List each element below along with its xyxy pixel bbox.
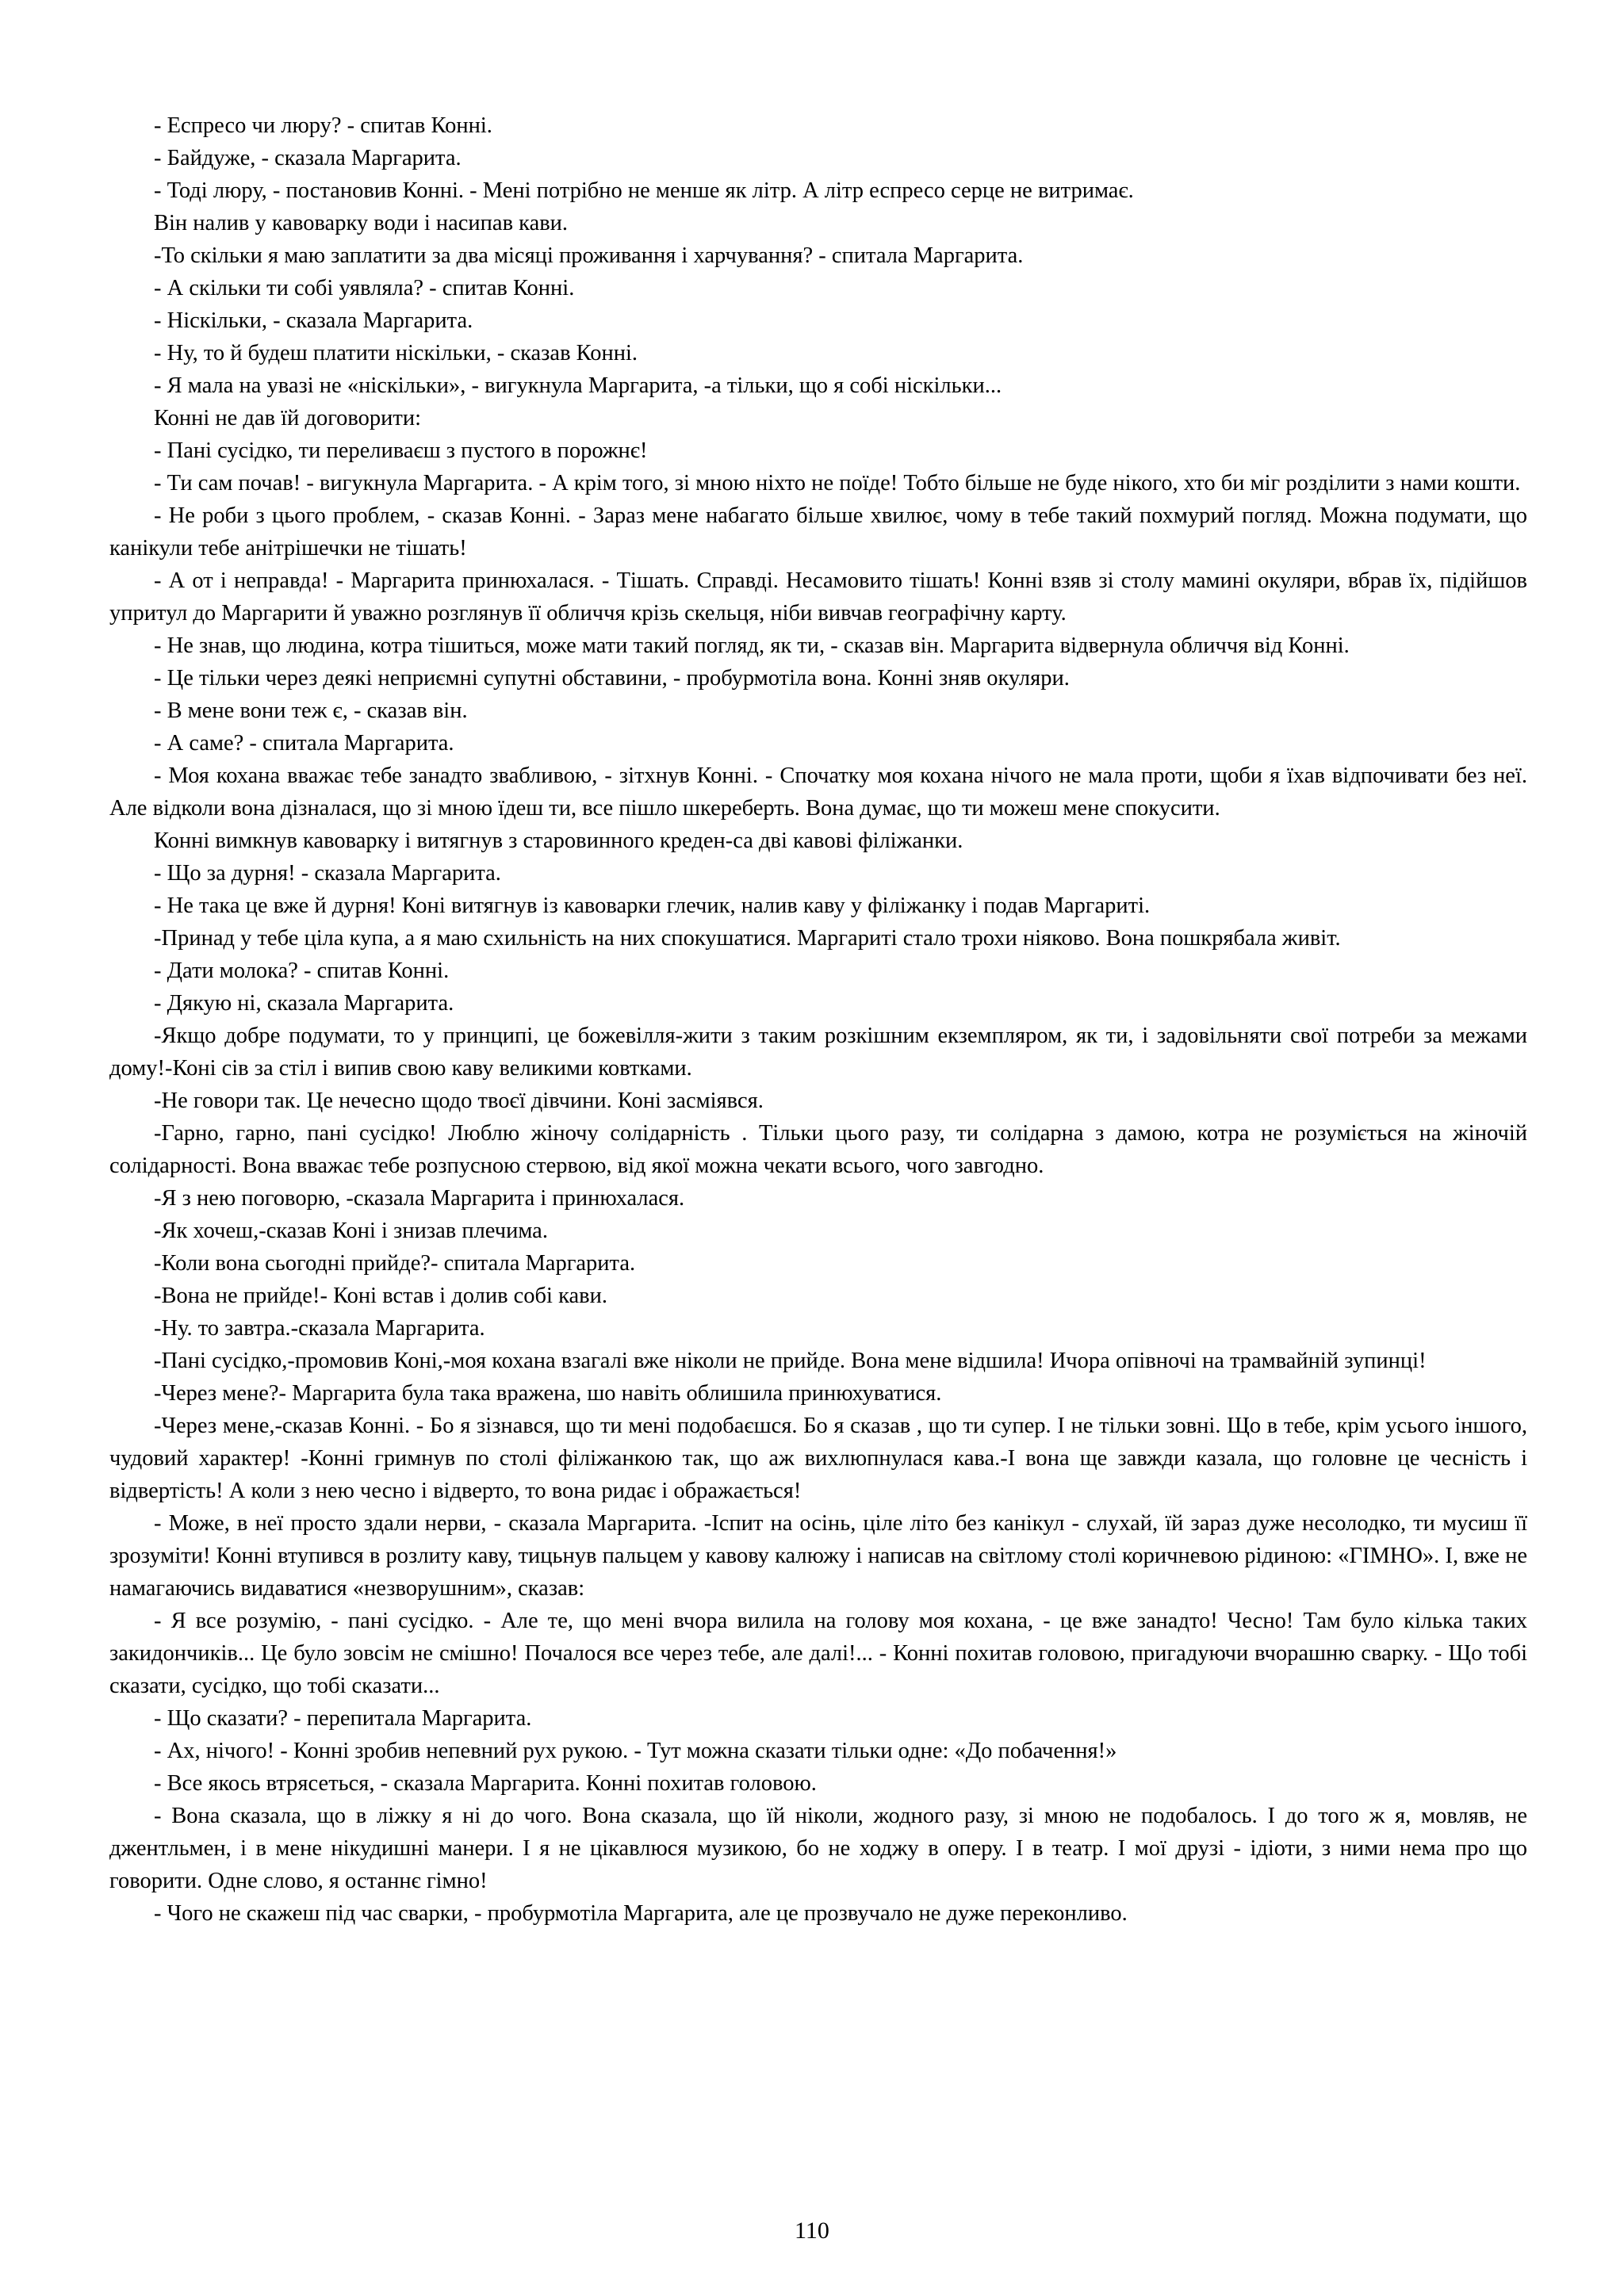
paragraph: - Може, в неї просто здали нерви, - сказала Маргарита. -Іспит на осінь, ціле літо без канікул - слухай, їй зараз дуже несолодко, ти мусиш її зрозуміти! Конні втупився в розлиту каву, тицьнув пальцем у кавову калюжу і написав на світлому столі коричневою рідиною: «ГІМНО». І, вже не намагаючись видаватися «незворушним», сказав: (109, 1511, 1527, 1601)
paragraph: -Коли вона сьогодні прийде?- спитала Маргарита. (154, 1251, 636, 1276)
paragraph: - Байдуже, - сказала Маргарита. (154, 146, 462, 170)
paragraph: - В мене вони теж є, - сказав він. (154, 698, 468, 723)
paragraph: - Тоді люру, - постановив Конні. - Мені потрібно не менше як літр. А літр еспресо серце не витримає. (154, 178, 1134, 203)
paragraph: - Все якось втрясеться, - сказала Маргарита. Конні похитав головою. (154, 1771, 817, 1796)
paragraph: -Пані сусідко,-промовив Коні,-моя кохана взагалі вже ніколи не прийде. Вона мене відшила! Ичора опівночі на трамвайній зупинці! (154, 1349, 1427, 1373)
paragraph: - Ах, нічого! - Конні зробив непевний рух рукою. - Тут можна сказати тільки одне: «До побачення!» (154, 1739, 1117, 1763)
paragraph: - Що сказати? - перепитала Маргарита. (154, 1706, 532, 1731)
paragraph: - Не роби з цього проблем, - сказав Конні. - Зараз мене набагато більше хвилює, чому в тебе такий похмурий погляд. Можна подумати, що канікули тебе анітрішечки не тішать! (109, 503, 1527, 561)
paragraph: -Як хочеш,-сказав Коні і знизав плечима. (154, 1219, 548, 1243)
paragraph: -Через мене?- Маргарита була така вражена, шо навіть облишила принюхуватися. (154, 1381, 942, 1406)
paragraph: -Вона не прийде!- Коні встав і долив собі кави. (154, 1284, 607, 1308)
paragraph: Він налив у кавоварку води і насипав кави. (154, 211, 569, 235)
paragraph: - Ти сам почав! - вигукнула Маргарита. - А крім того, зі мною ніхто не поїде! Тобто більше не буде нікого, хто би міг розділити з нами кошти. (154, 471, 1521, 496)
paragraph: - Що за дурня! - сказала Маргарита. (154, 861, 501, 886)
paragraph: - Чого не скажеш під час сварки, - пробурмотіла Маргарита, але це прозвучало не дуже переконливо. (154, 1901, 1128, 1926)
paragraph: - Моя кохана вважає тебе занадто звабливою, - зітхнув Конні. - Спочатку моя кохана нічого не мала проти, щоби я їхав відпочивати без неї. Але відколи вона дізналася, що зі мною їдеш ти, все пішло шкереберть. Вона думає, що ти можеш мене спокусити. (109, 763, 1527, 821)
paragraph: Конні не дав їй договорити: (154, 406, 422, 430)
paragraph: -Гарно, гарно, пані сусідко! Люблю жіночу солідарність . Тільки цього разу, ти солідарна з дамою, котра не розуміється на жіночій солідарності. Вона вважає тебе розпусною стервою, від якої можна чекати всього, чого завгодно. (109, 1121, 1527, 1178)
paragraph: -Якщо добре подумати, то у принципі, це божевілля-жити з таким розкішним екземпляром, як ти, і задовільняти свої потреби за межами дому!-Коні сів за стіл і випив свою каву великими ковтками. (109, 1024, 1527, 1081)
paragraph: -Не говори так. Це нечесно щодо твоєї дівчини. Коні засміявся. (154, 1089, 764, 1113)
paragraph: Конні вимкнув кавоварку і витягнув з старовинного креден-са дві кавові філіжанки. (154, 828, 963, 853)
paragraph: -Ну. то завтра.-сказала Маргарита. (154, 1316, 485, 1341)
paragraph: -Через мене,-сказав Конні. - Бо я зізнався, що ти мені подобаєшся. Бо я сказав , що ти супер. І не тільки зовні. Що в тебе, крім усього іншого, чудовий характер! -Конні гримнув по столі філіжанкою так, що аж вихлюпнулася кава.-І вона ще завжди казала, що головне це чесність і відвертість! А коли з нею чесно і відверто, то вона ридає і ображається! (109, 1414, 1527, 1503)
paragraph: - А саме? - спитала Маргарита. (154, 731, 454, 756)
paragraph: - Ну, то й будеш платити ніскільки, - сказав Конні. (154, 341, 638, 365)
paragraph: - Це тільки через деякі неприємні супутні обставини, - пробурмотіла вона. Конні зняв окуляри. (154, 666, 1070, 691)
paragraph: - А скільки ти собі уявляла? - спитав Конні. (154, 276, 575, 300)
paragraph: - Я мала на увазі не «ніскільки», - вигукнула Маргарита, -а тільки, що я собі ніскільки... (154, 373, 1002, 398)
paragraph: - Ніскільки, - сказала Маргарита. (154, 308, 473, 333)
page-number: 110 (795, 2218, 829, 2244)
paragraph: -То скільки я маю заплатити за два місяці проживання і харчування? - спитала Маргарита. (154, 243, 1024, 268)
paragraph: -Принад у тебе ціла купа, а я маю схильність на них спокушатися. Маргариті стало трохи ніяково. Вона пошкрябала живіт. (154, 926, 1341, 951)
paragraph: - Вона сказала, що в ліжку я ні до чого. Вона сказала, що їй ніколи, жодного разу, зі мною не подобалось. І до того ж я, мовляв, не джентльмен, і в мене нікудишні манери. І я не цікавлюся музикою, бо не ходжу в оперу. І в театр. І мої друзі - ідіоти, з ними нема про що говорити. Одне слово, я останнє гімно! (109, 1804, 1527, 1893)
paragraph: - Дякую ні, сказала Маргарита. (154, 991, 454, 1016)
document-body (109, 109, 1527, 1930)
paragraph: - А от і неправда! - Маргарита принюхалася. - Тішать. Справді. Несамовито тішать! Конні взяв зі столу мамині окуляри, вбрав їх, підійшов упритул до Маргарити й уважно розглянув її обличчя крізь скельця, ніби вивчав географічну карту. (109, 568, 1527, 626)
paragraph: - Не знав, що людина, котра тішиться, може мати такий погляд, як ти, - сказав він. Маргарита відвернула обличчя від Конні. (154, 633, 1350, 658)
paragraph: - Еспресо чи люру? - спитав Конні. (154, 113, 492, 138)
paragraph: - Я все розумію, - пані сусідко. - Але те, що мені вчора вилила на голову моя кохана, - це вже занадто! Чесно! Там було кілька таких закидончиків... Це було зовсім не смішно! Почалося все через тебе, але далі!... - Конні похитав головою, пригадуючи вчорашню сварку. - Що тобі сказати, сусідко, що тобі сказати... (109, 1609, 1527, 1698)
paragraph: - Не така це вже й дурня! Коні витягнув із кавоварки глечик, налив каву у філіжанку і подав Маргариті. (154, 894, 1151, 918)
paragraph: - Пані сусідко, ти переливаєш з пустого в порожнє! (154, 438, 648, 463)
paragraph: -Я з нею поговорю, -сказала Маргарита і принюхалася. (154, 1186, 685, 1211)
paragraph: - Дати молока? - спитав Конні. (154, 959, 450, 983)
